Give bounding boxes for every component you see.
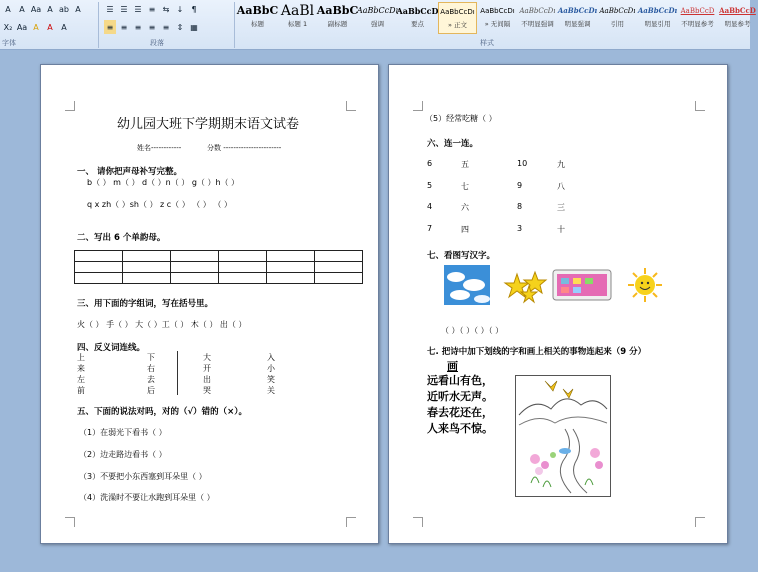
picture-answer-blanks[interactable]: （ ）（ ）（ ）（ ） <box>441 326 504 335</box>
style-name: 强调 <box>371 20 384 28</box>
style-name: 不明显强调 <box>521 20 554 28</box>
matching-cell: 6 <box>427 159 433 168</box>
exam-title: 幼儿园大班下学期期末语文试卷 <box>117 117 300 132</box>
poem-line-3: 春去花还在， <box>427 406 493 419</box>
true-false-item: （4）洗澡时不要让水跑到耳朵里（ ） <box>79 493 215 502</box>
vowel-grid[interactable] <box>74 250 363 284</box>
distribute-button[interactable]: ≡ <box>162 22 170 32</box>
margin-mark <box>65 517 75 527</box>
line-spacing-button[interactable]: ⇕ <box>176 22 184 32</box>
antonym-right-2: 入 <box>267 353 275 362</box>
antonym-left-1: 来 <box>77 364 85 373</box>
multilevel-list-button[interactable]: ☰ <box>134 4 142 14</box>
style-name: 标题 <box>251 20 264 28</box>
antonym-divider <box>177 351 178 395</box>
matching-cell: 七 <box>461 181 469 191</box>
antonym-left-1: 上 <box>77 353 85 362</box>
style-sample: AaBbCcD <box>719 6 756 15</box>
subscript-button[interactable]: X₂ <box>3 22 13 32</box>
section-4-title: 四、反义词连线。 <box>77 343 146 353</box>
style-tile[interactable] <box>438 2 477 34</box>
matching-cell: 八 <box>557 181 565 191</box>
poem-line-1: 远看山有色， <box>427 374 493 387</box>
style-name: 副标题 <box>327 20 348 28</box>
style-name: 明显参考 <box>724 20 751 28</box>
antonym-left-1: 前 <box>77 386 85 395</box>
matching-cell: 10 <box>517 159 528 168</box>
section-5-title: 五、下面的说法对吗，对的（√）错的（×）。 <box>77 407 248 417</box>
style-sample: AaBbCcD <box>396 5 439 16</box>
margin-mark <box>695 101 705 111</box>
font-color-button[interactable]: A <box>47 22 53 32</box>
char-border-button[interactable]: A <box>75 4 81 14</box>
style-tile[interactable] <box>558 2 597 34</box>
margin-mark <box>346 101 356 111</box>
bullets-button[interactable]: ☰ <box>106 4 114 14</box>
style-tile[interactable] <box>238 2 277 34</box>
text-direction-button[interactable]: ⇆ <box>162 4 170 14</box>
section-8-title: 七. 把诗中加下划线的字和画上相关的事物连起来（9 分） <box>427 347 647 357</box>
align-center-button[interactable]: ≡ <box>120 22 128 32</box>
style-tile[interactable] <box>518 2 557 34</box>
matching-cell: 8 <box>517 202 523 211</box>
matching-cell: 九 <box>557 160 565 169</box>
styles-gallery <box>238 2 758 34</box>
style-tile[interactable] <box>638 2 677 34</box>
antonym-left-2: 右 <box>147 364 155 373</box>
antonym-right-1: 开 <box>203 364 211 373</box>
sort-button[interactable]: ↓ <box>176 4 184 14</box>
matching-cell: 十 <box>557 224 565 234</box>
style-tile[interactable] <box>278 2 317 34</box>
section-2-title: 二、写出 6 个单韵母。 <box>77 233 166 243</box>
margin-mark <box>346 517 356 527</box>
shrink-font-button[interactable]: A <box>19 4 25 14</box>
style-tile[interactable] <box>478 2 517 34</box>
antonym-left-1: 左 <box>77 375 85 384</box>
style-tile[interactable] <box>358 2 397 34</box>
antonym-left-2: 去 <box>147 375 155 384</box>
style-name: 明显引用 <box>644 20 671 28</box>
style-sample: AaBbCcDı <box>356 6 399 15</box>
true-false-item: （2）边走路边看书（ ） <box>79 450 167 459</box>
font-group-label: 字体 <box>2 39 16 47</box>
matching-cell: 5 <box>427 180 433 190</box>
section-6-title: 六、连一连。 <box>427 139 479 149</box>
borders-button[interactable]: ▦ <box>190 22 198 32</box>
matching-cell: 五 <box>461 160 469 169</box>
show-marks-button[interactable]: ¶ <box>191 4 197 14</box>
section-1-title: 一、 请你把声母补写完整。 <box>77 167 182 177</box>
style-name: 明显强调 <box>564 20 591 28</box>
antonym-right-2: 小 <box>267 364 275 373</box>
section-3-title: 三、用下面的字组词，写在括号里。 <box>77 299 214 309</box>
margin-mark <box>413 101 423 111</box>
ribbon <box>0 0 756 50</box>
matching-cell: 9 <box>517 180 523 190</box>
style-name: 引用 <box>611 20 624 28</box>
matching-cell: 3 <box>517 223 523 233</box>
ribbon-separator <box>98 2 99 48</box>
matching-cell: 四 <box>461 224 469 234</box>
score-field[interactable]: 分数 ----------------------- <box>207 144 282 152</box>
antonym-right-2: 关 <box>267 386 275 395</box>
margin-mark <box>413 517 423 527</box>
stars-image <box>507 270 547 304</box>
paragraph-toolbar-row1 <box>104 2 202 16</box>
antonym-right-2: 笑 <box>267 375 275 384</box>
poem-line-4: 人来鸟不惊。 <box>427 422 493 435</box>
style-name: » 正文 <box>447 21 468 29</box>
style-name: » 无间隔 <box>484 20 511 28</box>
style-sample: AaBbCcDı <box>440 7 475 16</box>
matching-cell: 7 <box>427 223 433 233</box>
style-sample: AaBbCcD <box>680 6 715 15</box>
style-tile[interactable] <box>678 2 717 34</box>
font-toolbar-row2 <box>2 20 72 34</box>
margin-mark <box>65 101 75 111</box>
name-field[interactable]: 姓名------------ <box>137 144 182 152</box>
clear-format-button[interactable]: A <box>47 4 53 14</box>
ribbon-separator <box>234 2 235 48</box>
align-right-button[interactable]: ≡ <box>134 22 142 32</box>
matching-cell: 三 <box>557 203 565 212</box>
section-7-title: 七、看图写汉字。 <box>427 251 496 261</box>
section-1-row-2: q x zh（ ）sh（ ） z c（ ） （ ） （ ） <box>87 200 232 209</box>
style-sample: AaBbC <box>316 4 359 17</box>
highlight-button[interactable]: A <box>33 22 39 32</box>
numbering-button[interactable]: ☰ <box>120 4 128 14</box>
style-sample: AaBbCcDı <box>557 6 598 15</box>
poem-line-2: 近听水无声。 <box>427 390 493 403</box>
style-sample: AaBl <box>280 2 315 19</box>
landscape-drawing <box>515 375 611 497</box>
margin-mark <box>695 517 705 527</box>
style-name: 要点 <box>411 20 424 28</box>
style-name: 标题 1 <box>287 20 308 28</box>
paragraph-toolbar-row2 <box>104 20 202 34</box>
styles-group-label: 样式 <box>480 39 494 47</box>
page-1[interactable] <box>40 64 379 544</box>
style-tile[interactable] <box>318 2 357 34</box>
true-false-item-5: （5）经常吃糖（ ） <box>425 114 497 123</box>
style-sample: AaBbCcDı <box>480 6 515 15</box>
style-sample: AaBbCcDı <box>519 6 556 15</box>
align-left-button[interactable]: ≡ <box>104 20 116 34</box>
matching-cell: 六 <box>461 203 469 212</box>
char-shading-button[interactable]: A <box>61 22 67 32</box>
antonym-right-1: 哭 <box>203 386 211 395</box>
change-case-button[interactable]: Aa <box>30 4 42 14</box>
poem-title: 画 <box>447 360 458 373</box>
section-3-row: 火（ ） 手（ ） 大（ ）工（ ） 木（ ） 出（ ） <box>77 320 247 329</box>
antonym-left-2: 下 <box>147 353 155 362</box>
font-toolbar-row1 <box>2 2 86 16</box>
sky-clouds-image <box>444 265 490 305</box>
style-sample: AaBbCcDı <box>599 6 636 15</box>
indent-button[interactable]: ≡ <box>148 4 156 14</box>
style-tile[interactable] <box>398 2 437 34</box>
justify-button[interactable]: ≡ <box>148 22 156 32</box>
section-1-row-1: b（ ） m（ ） d（ ）n（ ） g（ ）h（ ） <box>87 178 240 187</box>
poem-line <box>427 373 493 437</box>
phonetic-guide-button[interactable]: ab <box>59 4 69 14</box>
page-2[interactable] <box>388 64 728 544</box>
phone-image <box>551 268 613 304</box>
text-effect-button[interactable]: Aa <box>16 22 28 32</box>
sun-image <box>627 267 663 303</box>
true-false-item: （3）不要把小东西塞到耳朵里（ ） <box>79 472 207 481</box>
grow-font-button[interactable]: A <box>5 4 11 14</box>
style-sample: AaBbC <box>236 4 279 17</box>
style-tile[interactable] <box>718 2 757 34</box>
style-name: 不明显参考 <box>681 20 714 28</box>
style-sample: AaBbCcDı <box>637 6 678 15</box>
true-false-item: （1）在弱光下看书（ ） <box>79 428 167 437</box>
style-tile[interactable] <box>598 2 637 34</box>
antonym-left-2: 后 <box>147 386 155 395</box>
antonym-right-1: 大 <box>203 353 211 362</box>
matching-cell: 4 <box>427 202 433 211</box>
antonym-right-1: 出 <box>203 375 211 384</box>
paragraph-group-label: 段落 <box>150 39 164 47</box>
